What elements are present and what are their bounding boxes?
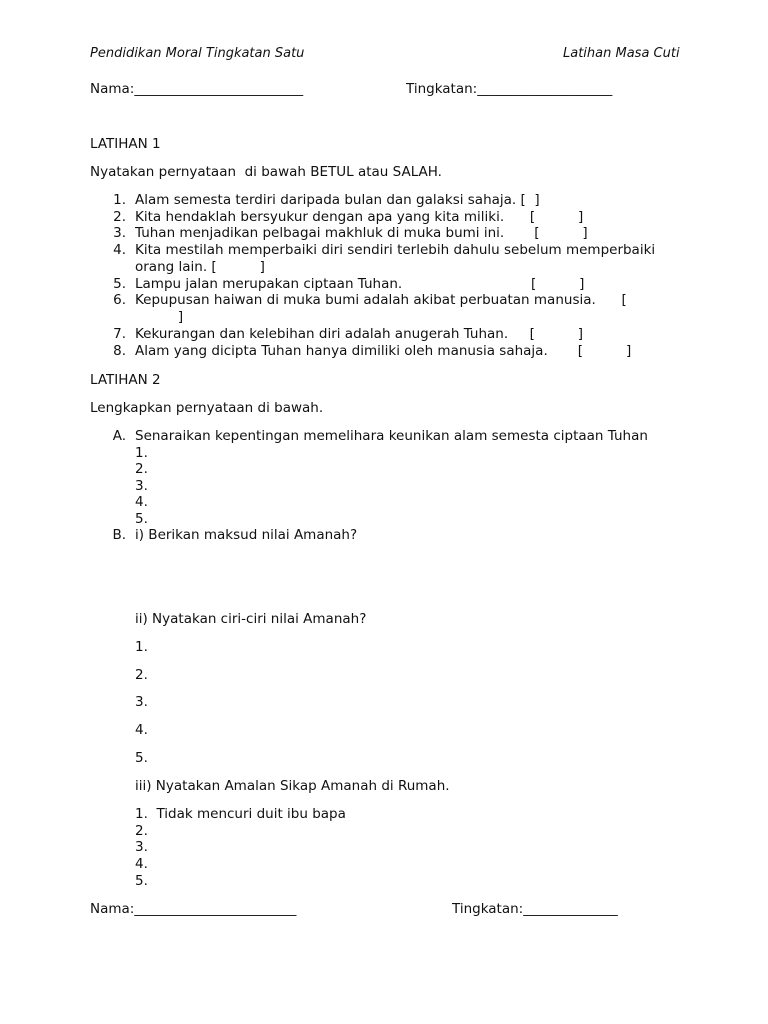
section-b-question-2: ii) Nyatakan ciri-ciri nilai Amanah? — [135, 611, 367, 627]
tingkatan-field-top: Tingkatan:____________________ — [406, 81, 613, 97]
list-item-continuation: orang lain. [ ] — [135, 259, 265, 275]
section-a-label: A. — [112, 428, 126, 444]
list-item: Kita hendaklah bersyukur dengan apa yang kita miliki. [ ] — [135, 209, 584, 225]
answer-number: 3. — [135, 694, 148, 710]
list-item-number: 5. — [113, 276, 126, 292]
list-item: Lampu jalan merupakan ciptaan Tuhan. [ ] — [135, 276, 585, 292]
list-item: Tuhan menjadikan pelbagai makhluk di muka bumi ini. [ ] — [135, 225, 588, 241]
header-left: Pendidikan Moral Tingkatan Satu — [90, 46, 305, 61]
list-item-number: 8. — [113, 343, 126, 359]
answer-number: 3. — [135, 839, 148, 855]
nama-field-bottom: Nama:________________________ — [90, 901, 297, 917]
section-a-question: Senaraikan kepentingan memelihara keunikan alam semesta ciptaan Tuhan — [135, 428, 648, 444]
list-item-number: 4. — [113, 242, 126, 258]
answer-number: 1. — [135, 639, 148, 655]
answer-number: 5. — [135, 511, 148, 527]
answer-item: 1. Tidak mencuri duit ibu bapa — [135, 806, 346, 822]
answer-number: 5. — [135, 750, 148, 766]
answer-number: 2. — [135, 667, 148, 683]
section-b-question-3: iii) Nyatakan Amalan Sikap Amanah di Rumah. — [135, 778, 450, 794]
latihan1-instruction: Nyatakan pernyataan di bawah BETUL atau SALAH. — [90, 164, 442, 180]
list-item-number: 7. — [113, 326, 126, 342]
answer-number: 2. — [135, 823, 148, 839]
section-b-question-1: i) Berikan maksud nilai Amanah? — [135, 527, 358, 543]
list-item-number: 2. — [113, 209, 126, 225]
list-item: Kita mestilah memperbaiki diri sendiri terlebih dahulu sebelum memperbaiki — [135, 242, 656, 258]
list-item-continuation: ] — [135, 309, 184, 325]
list-item-number: 6. — [113, 292, 126, 308]
latihan2-instruction: Lengkapkan pernyataan di bawah. — [90, 400, 324, 416]
latihan2-title: LATIHAN 2 — [90, 372, 161, 388]
tingkatan-field-bottom: Tingkatan:______________ — [452, 901, 618, 917]
list-item: Alam yang dicipta Tuhan hanya dimiliki oleh manusia sahaja. [ ] — [135, 343, 632, 359]
list-item: Alam semesta terdiri daripada bulan dan galaksi sahaja. [ ] — [135, 192, 540, 208]
list-item-number: 3. — [113, 225, 126, 241]
header-right: Latihan Masa Cuti — [563, 46, 680, 61]
answer-number: 4. — [135, 856, 148, 872]
answer-number: 2. — [135, 461, 148, 477]
list-item: Kekurangan dan kelebihan diri adalah anugerah Tuhan. [ ] — [135, 326, 584, 342]
latihan1-title: LATIHAN 1 — [90, 136, 161, 152]
list-item-number: 1. — [113, 192, 126, 208]
nama-field-top: Nama:_________________________ — [90, 81, 304, 97]
answer-number: 3. — [135, 478, 148, 494]
answer-number: 4. — [135, 494, 148, 510]
list-item: Kepupusan haiwan di muka bumi adalah akibat perbuatan manusia. [ — [135, 292, 627, 308]
answer-number: 1. — [135, 445, 148, 461]
answer-number: 4. — [135, 722, 148, 738]
answer-number: 5. — [135, 873, 148, 889]
section-b-label: B. — [112, 527, 126, 543]
